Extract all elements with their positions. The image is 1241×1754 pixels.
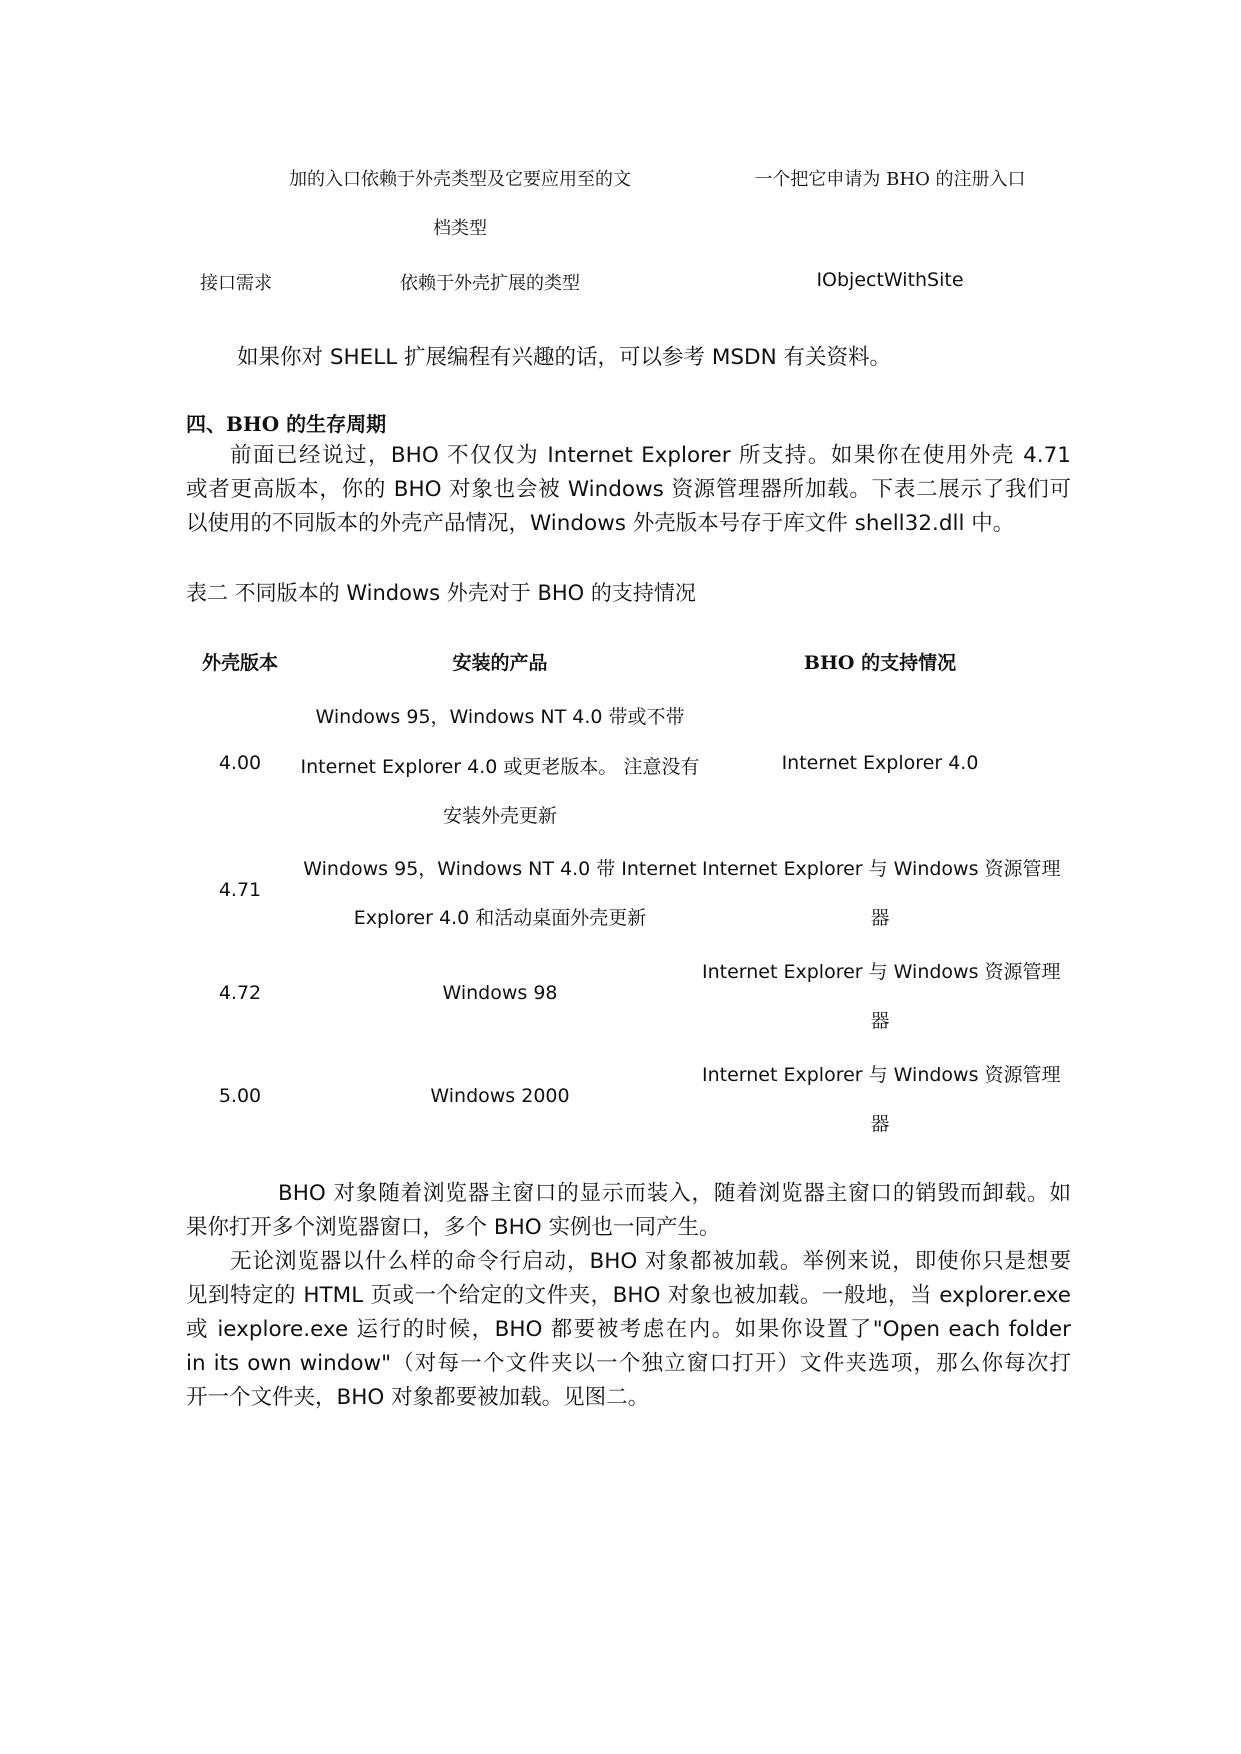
support-cell: Internet Explorer 与 Windows 资源管理 (702, 858, 1061, 880)
support-cell: 器 (870, 1113, 890, 1135)
product-cell: Windows 2000 (430, 1085, 570, 1107)
column-header: 安装的产品 (452, 652, 548, 674)
version-cell: 4.72 (218, 982, 262, 1004)
version-cell: 4.71 (218, 879, 262, 901)
product-cell: Explorer 4.0 和活动桌面外壳更新 (353, 907, 647, 929)
lifecycle-paragraph (186, 1177, 1071, 1245)
paragraph-line: 或者更高版本，你的 BHO 对象也会被 Windows 资源管理器所加载。下表二展示了我们可 (186, 477, 1071, 502)
table-caption: 表二 不同版本的 Windows 外壳对于 BHO 的支持情况 (186, 581, 696, 605)
support-cell: 器 (870, 907, 890, 929)
loading-paragraph (186, 1245, 1071, 1415)
product-cell: Windows 95，Windows NT 4.0 带或不带 (315, 706, 685, 728)
paragraph-line: 前面已经说过，BHO 不仅仅为 Internet Explorer 所支持。如果你在使用外壳 4.71 (230, 443, 1071, 468)
product-cell: Internet Explorer 4.0 或更老版本。 注意没有 (300, 756, 700, 778)
table-cell: 接口需求 (200, 273, 272, 294)
section-heading: 四、BHO 的生存周期 (186, 412, 387, 436)
intro-paragraph (186, 439, 1071, 541)
paragraph-line: 果你打开多个浏览器窗口，多个 BHO 实例也一同产生。 (186, 1215, 721, 1240)
paragraph-line: 无论浏览器以什么样的命令行启动，BHO 对象都被加载。举例来说，即使你只是想要 (230, 1249, 1071, 1274)
support-cell: Internet Explorer 与 Windows 资源管理 (702, 961, 1061, 983)
shell-note: 如果你对 SHELL 扩展编程有兴趣的话，可以参考 MSDN 有关资料。 (237, 345, 892, 370)
paragraph-line: BHO 对象随着浏览器主窗口的显示而装入，随着浏览器主窗口的销毁而卸载。如 (278, 1181, 1071, 1206)
paragraph-line: 或 iexplore.exe 运行的时候，BHO 都要被考虑在内。如果你设置了"Open each folder (186, 1317, 1071, 1342)
table-cell: 依赖于外壳扩展的类型 (400, 273, 580, 294)
version-cell: 4.00 (218, 752, 262, 774)
paragraph-line: in its own window"（对每一个文件夹以一个独立窗口打开）文件夹选项，那么你每次打 (186, 1351, 1071, 1376)
product-cell: 安装外壳更新 (442, 805, 557, 827)
column-header: 外壳版本 (201, 652, 278, 674)
product-cell: Windows 95，Windows NT 4.0 带 Internet (303, 858, 697, 880)
version-cell: 5.00 (218, 1085, 262, 1107)
column-header: BHO 的支持情况 (803, 652, 957, 674)
table-cell: 加的入口依赖于外壳类型及它要应用至的文 (289, 169, 631, 190)
table-cell: 一个把它申请为 BHO 的注册入口 (754, 169, 1026, 190)
support-cell: 器 (870, 1010, 890, 1032)
paragraph-line: 开一个文件夹，BHO 对象都要被加载。见图二。 (186, 1385, 650, 1410)
table-cell: IObjectWithSite (816, 269, 964, 291)
support-cell: Internet Explorer 与 Windows 资源管理 (702, 1064, 1061, 1086)
paragraph-line: 以使用的不同版本的外壳产品情况，Windows 外壳版本号存于库文件 shell32.dll 中。 (186, 511, 1015, 536)
product-cell: Windows 98 (442, 982, 558, 1004)
table-cell: 档类型 (433, 218, 487, 239)
paragraph-line: 见到特定的 HTML 页或一个给定的文件夹，BHO 对象也被加载。一般地，当 explorer.exe (186, 1283, 1071, 1308)
support-cell: Internet Explorer 4.0 (781, 752, 979, 774)
